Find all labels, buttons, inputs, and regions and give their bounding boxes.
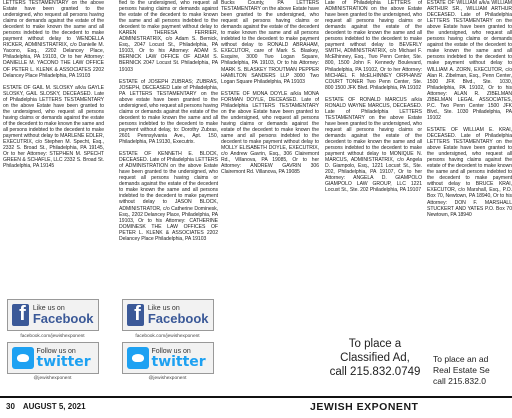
notice-text: ESTATE OF RONALD MARCUS a/k/a RONALD WAYNE MARCUS, DECEASED. Late of Philadelphia LETTERS TESTAMENTARY on the above Estate have been granted to the undersigned, who request all persons having claims or demands against the estate of the decedent to make known the same and all persons indebted to the decedent to make payment without delay to MONIQUE N. MARCUS, ADMINISTRATRIX, c/o Angela D. Giampolo, Esq., 1221 Locust St., Ste. 202, Philadelphia, PA 19107, Or to her Attorney: ANGELA D. GIAMPOLO GIAMPOLO LAW GROUP, LLC 1221 Locust St., Ste. 202 Philadelphia, PA 19107: [325, 96, 422, 194]
classified-line-2: Classified Ad,: [340, 352, 410, 364]
follow-us-label: Follow us on: [36, 347, 76, 355]
real-estate-phone: call 215.832.0: [433, 375, 486, 386]
page-number: 30: [6, 402, 15, 411]
notice-text: fied to the undersigned, who request all persons having claims or demands against the estate of the decedent to make known the same and all persons indebted to the decedent to make payment without delay to KAREN THERESA FERRIER, ADMINISTRATRIX, c/o Adam S. Bernick, Esq., 2047 Locust St., Philadelphia, PA 19103, Or to his Attorney: ADAM S. BERNICK LAW OFFICE OF ADAM S. BERNICK 2047 Locust St. Philadelphia, PA 19103: [119, 0, 218, 73]
facebook-url[interactable]: facebook.com/jewishexponent: [135, 334, 200, 339]
like-us-label: Like us on: [147, 305, 180, 312]
twitter-handle[interactable]: @jewishexponent: [148, 376, 187, 381]
notice-column-3: [221, 0, 319, 392]
legal-notice: [221, 0, 319, 85]
legal-notice: [427, 127, 512, 218]
like-us-label: Like us on: [32, 305, 65, 312]
notice-text: Bucks County, PA LETTERS TESTAMENTARY on the above Estate have been granted to the undersigned, who request all persons having claims or demands against the estate of the decedent to make known the same and all persons indebted to the decedent to make payment without delay to RONALD ABRAHAM, EXECUTOR, care of Mark S. Blaskey, Esquire, 3000 Two Logan Square, Philadelphia, PA 19103, Or to his Attorney: MARK S. BLASKEY TROUTMAN PEPPER HAMILTON SANDERS LLP 3000 Two Logan Square Philadelphia, PA 19103: [221, 0, 319, 85]
twitter-bird-icon: [12, 347, 34, 369]
notice-text: ESTATE OF MONA DOYLE a/k/a MONA FORMAN DOYLE, DECEASED. Late of Philadelphia LETTERS TESTAMENTARY on the above Estate have been granted to the undersigned, who request all persons having claims or demands against the estate of the decedent to make known the same and all persons indebted to the decedent to make payment without delay to MOLLY ELISABETH DOYLE, EXECUTRIX, c/o Andrew Gavrin, Esq., 306 Clairemont Rd., Villanova, PA 19085, Or to her Attorney: ANDREW GAVRIN 306 Clairemont Rd. Villanova, PA 19085: [221, 90, 319, 176]
facebook-wordmark: Facebook: [32, 311, 94, 326]
legal-notice: [325, 0, 422, 91]
twitter-badge[interactable]: [122, 342, 214, 374]
publication-name: JEWISH EXPONENT: [310, 401, 419, 413]
twitter-wordmark: twitter: [151, 353, 206, 370]
twitter-bird-icon: [127, 347, 149, 369]
legal-notice: [427, 0, 512, 121]
social-media-ad: [5, 290, 100, 390]
notice-text: ESTATE OF WILLIAM E. KRAI, DECEASED. Late of Philadelphia LETTERS TESTAMENTARY on the above Estate have been granted to the undersigned, who request all persons having claims against the estate of the decedent to make known the same and all persons indebted to the decedent to make payment without delay to BRUCE KRAI, EXECUTOR, c/o Marshall, Esq., P.O. Box 70, Newtown, PA 18940, Or to his Attorney: DON F. MARSHALL STUCKERT AND YATES P.O. Box 70 Newtown, PA 18940: [427, 126, 512, 218]
footer-rule: [0, 396, 512, 398]
twitter-badge[interactable]: [7, 342, 99, 374]
issue-date: AUGUST 5, 2021: [22, 402, 86, 411]
notice-text: Late of Philadelphia LETTERS of ADMINISTRATION on the above Estate have been granted to the undersigned, who request all persons having claims or demands against the estate of the decedent to make known the same and all persons indebted to the decedent to make payment without delay to BEVERLY SMITH, ADMINISTRATRIX, c/o Michael F. McElhinney, Esq., Two Penn Center, Ste. 800, 1500 John F. Kennedy Boulevard, Philadelphia, PA 19102, Or to her Attorney: MICHAEL F. McELHINNEY ORPHANS' COURT TONER Two Penn Center, Ste. 800 1500 JFK Blvd. Philadelphia, PA 19102: [325, 0, 422, 91]
classified-line-1: To place a: [348, 338, 402, 350]
legal-notice: [3, 0, 104, 79]
facebook-badge[interactable]: [7, 299, 99, 331]
legal-notice: [221, 91, 319, 176]
facebook-badge[interactable]: [122, 299, 214, 331]
folio: [6, 402, 86, 411]
follow-us-label: Follow us on: [151, 347, 191, 355]
notice-text: LETTERS TESTAMENTARY on the above Estate have been granted to the undersigned, who request all persons having claims or demands against the estate of the decedent to make known the same and all persons indebted to the decedent to make payment without delay to WENDELLA RICKER, ADMINISTRATRIX, c/o Danielle M. Yacono, Esq., 2202 Delancey Place, Philadelphia, PA 19103, Or to her Attorney: DANIELLE M. YACONO THE LAW OFFICE OF PETER L. KLENK & ASSOCIATES 2202 Delancey Place Philadelphia, PA 19103: [3, 0, 104, 79]
facebook-url[interactable]: facebook.com/jewishexponent: [20, 334, 85, 339]
real-estate-ad-box: [433, 350, 512, 390]
facebook-icon: f: [127, 304, 144, 326]
real-estate-line-1: To place an ad: [433, 353, 489, 364]
facebook-icon: f: [12, 304, 29, 326]
legal-notice: [325, 97, 422, 194]
notice-column-5: [427, 0, 512, 392]
legal-notice: [119, 79, 218, 146]
classified-ad-box: [327, 326, 423, 390]
notice-text: ESTATE OF KENNETH E. BLOCK, DECEASED. Late of Philadelphia LETTERS of ADMINISTRATION on the above Estate have been granted to the undersigned, who request all persons having claims or demands against the estate of the decedent to make known the same and all persons indebted to the decedent to make payment without delay to JASON BLOCK, ADMINISTRATOR, c/o Catherine Dominesk, Esq., 2202 Delancey Place, Philadelphia, PA 19103, Or to his Attorney: CATHERINE DOMINESK THE LAW OFFICES OF PETER L. KLENK & ASSOCIATES 2202 Delancey Place Philadelphia, PA 19103: [119, 151, 218, 242]
classified-phone: call 215.832.0749: [329, 366, 421, 378]
legal-notice: [119, 151, 218, 242]
facebook-wordmark: Facebook: [147, 311, 209, 326]
notice-text: ESTATE OF GAIL M. SLOSKY a/k/a GAYLE SLOSKY, GAIL SLOSKY, DECEASED. Late of Philadelphia LETTERS TESTAMENTARY on the above Estate have been granted to the undersigned, who request all persons having claims or demands against the estate of the decedent to make known the same and all persons indebted to the decedent to make payment without delay to MARLENE EDLER, EXECUTRIX, c/o Stephen M. Specht, Esq., 2332 S. Broad St., Philadelphia, PA 19145, Or to her Attorney: STEPHEN M. SPECHT GREEN & SCHAFLE, LLC 2332 S. Broad St. Philadelphia, PA 19145: [3, 84, 104, 170]
twitter-handle[interactable]: @jewishexponent: [33, 376, 72, 381]
social-media-ad-2: [120, 290, 215, 390]
real-estate-line-2: Real Estate Se: [433, 364, 490, 375]
legal-notice: [3, 85, 104, 170]
twitter-wordmark: twitter: [36, 353, 91, 370]
notice-text: ESTATE of JOSEPH ZUBRAS; ZUBRAS, JOSEPH, DECEASED Late of Philadelphia, PA LETTERS TESTAMENTARY on the above estate have been granted to the undersigned, who request all persons having claims or demands against the estate of the decedent to make known the same and all persons indebted to the decedent to make payment without delay, to: Dorothy Zubras, 2601 Pennsylvania Ave., Apt. 150, Philadelphia, PA 19130, Executrix.: [119, 78, 218, 146]
notice-text: ESTATE OF WILLIAM a/k/a WILLIAM ARTHUR SR., WILLIAM ARTHUR DECEASED. Late of Philadelphia LETTERS TESTAMENTARY on the above Estate have been granted to the undersigned, who request all persons having claims or demands against the estate of the decedent to make known the same and all persons indebted to the decedent to make payment without delay to WILLIAM A. ZORN, EXECUTOR, c/o Alan R. Zibelman, Esq., Penn Center, 1500 JFK Blvd., Ste. 1030, Philadelphia, PA 19102, Or to his Attorney: ALAN R. ZIBELMAN ZIBELMAN LEGAL ASSOCIATES, P.C. Two Penn Center 1500 JFK Blvd., Ste. 1030 Philadelphia, PA 19102: [427, 0, 512, 121]
legal-notice: [119, 0, 218, 73]
